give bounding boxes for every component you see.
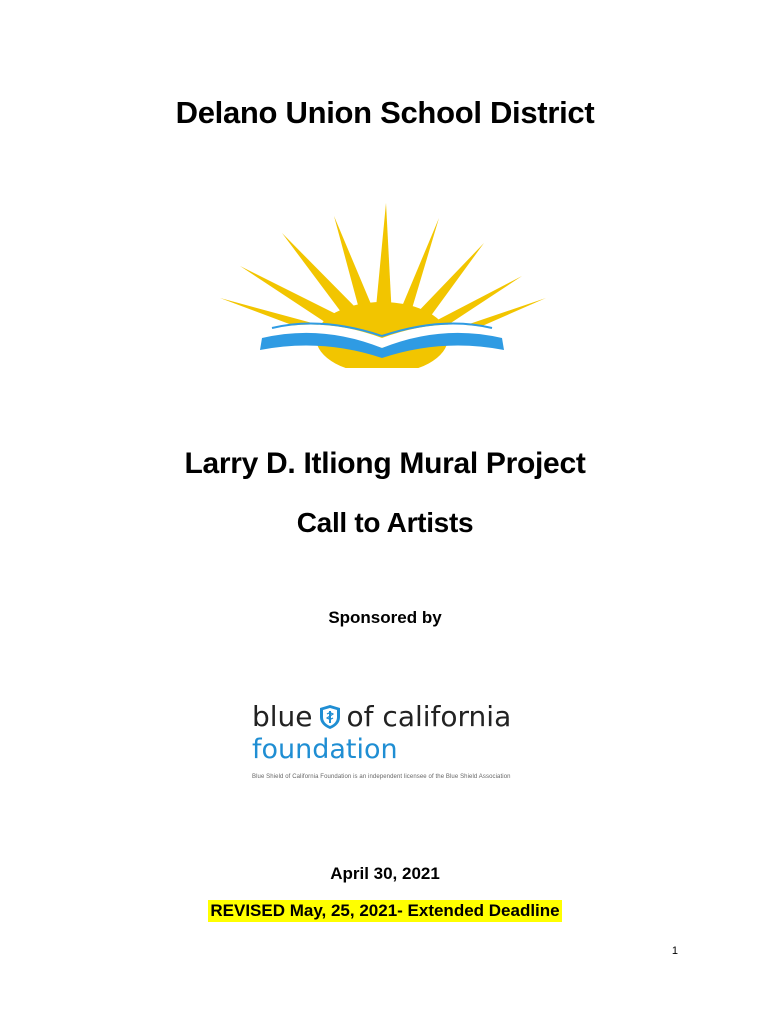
sponsor-logo xyxy=(252,700,532,790)
sponsor-logo-line2: foundation xyxy=(252,734,398,765)
page-number: 1 xyxy=(671,945,678,957)
sponsor-fine-print: Blue Shield of California Foundation is an independent licensee of the Blue Shield Association xyxy=(252,774,511,780)
revised-notice: REVISED May, 25, 2021- Extended Deadline xyxy=(210,901,560,920)
shield-icon xyxy=(319,704,341,730)
revised-notice-wrapper xyxy=(0,900,770,922)
call-title: Call to Artists xyxy=(296,507,474,538)
sponsor-logo-line1 xyxy=(252,700,511,733)
sponsor-logo-word-blue: blue xyxy=(252,700,313,733)
sponsor-logo-words: of california xyxy=(346,700,512,733)
document-date: April 30, 2021 xyxy=(330,864,440,883)
sun-book-logo xyxy=(212,198,552,368)
sponsored-label: Sponsored by xyxy=(328,608,442,627)
district-title: Delano Union School District xyxy=(175,95,595,130)
project-title: Larry D. Itliong Mural Project xyxy=(184,447,586,480)
